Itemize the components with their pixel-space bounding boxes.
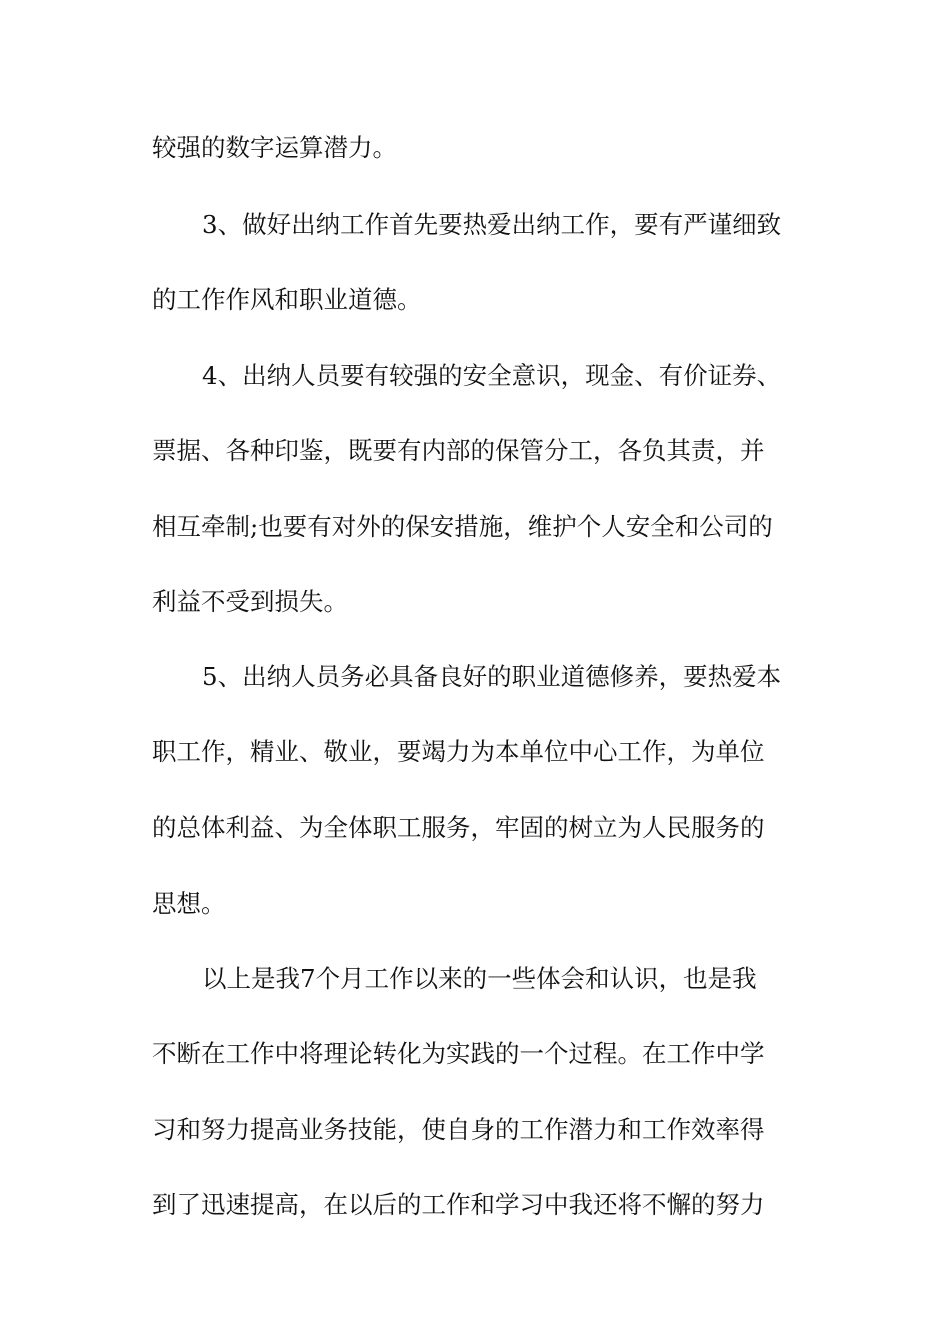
text-line: 较强的数字运算潜力。 [152,133,397,162]
text-line: 职工作，精业、敬业，要竭力为本单位中心工作，为单位 [152,737,765,766]
text-line: 利益不受到损失。 [152,587,348,616]
text-line: 3、做好出纳工作首先要热爱出纳工作，要有严谨细致 [202,210,782,239]
text-line: 思想。 [152,889,226,918]
text-line: 习和努力提高业务技能，使自身的工作潜力和工作效率得 [152,1115,765,1144]
text-line: 到了迅速提高，在以后的工作和学习中我还将不懈的努力 [152,1190,765,1219]
text-line: 以上是我7个月工作以来的一些体会和认识，也是我 [202,964,757,993]
text-line: 的总体利益、为全体职工服务，牢固的树立为人民服务的 [152,813,765,842]
text-line: 5、出纳人员务必具备良好的职业道德修养，要热爱本 [202,662,782,691]
text-line: 4、出纳人员要有较强的安全意识，现金、有价证券、 [202,361,782,390]
text-line: 的工作作风和职业道德。 [152,285,422,314]
text-line: 不断在工作中将理论转化为实践的一个过程。在工作中学 [152,1039,765,1068]
text-line: 票据、各种印鉴，既要有内部的保管分工，各负其责，并 [152,436,765,465]
text-line: 相互牵制;也要有对外的保安措施，维护个人安全和公司的 [152,512,773,541]
